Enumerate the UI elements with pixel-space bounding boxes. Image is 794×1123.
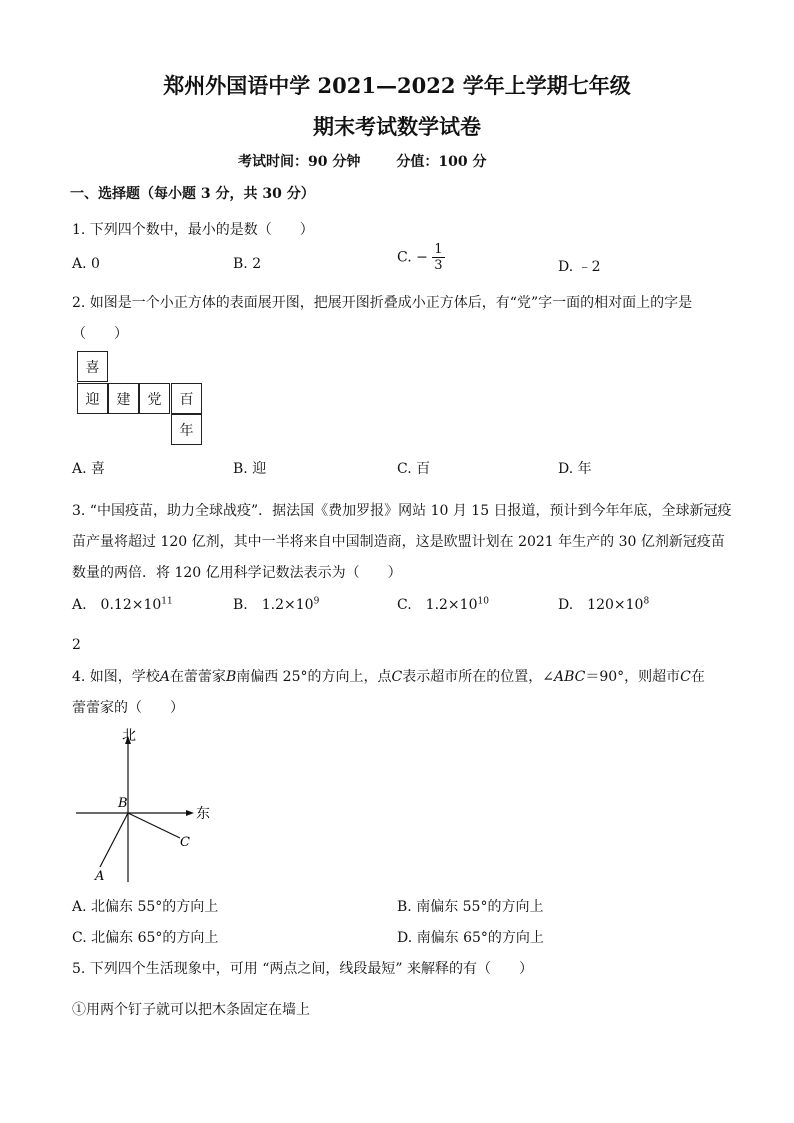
exam-meta bbox=[238, 151, 486, 171]
question-4-stem-line2: 蕾蕾家的（ ） bbox=[72, 700, 184, 716]
fraction-numerator: 1 bbox=[434, 242, 443, 257]
q4-angle-abc: ABC bbox=[553, 669, 586, 685]
q4-text-4: 表示超市所在的位置，∠ bbox=[402, 669, 554, 685]
q3-option-b-exponent: 9 bbox=[313, 596, 320, 607]
net-cell-bai: 百 bbox=[171, 383, 202, 414]
label-c: C bbox=[180, 835, 190, 850]
q4-point-c-2: C bbox=[680, 669, 691, 685]
exam-title-line2: 期末考试数学试卷 bbox=[313, 114, 481, 139]
q4-text-2: 在蕾蕾家 bbox=[169, 669, 226, 685]
q1-option-c bbox=[397, 243, 445, 272]
stray-number: 2 bbox=[72, 637, 81, 653]
question-3-stem-line3: 数量的两倍．将 120 亿用科学记数法表示为（ ） bbox=[72, 565, 402, 581]
q4-option-a: A. 北偏东 55°的方向上 bbox=[72, 899, 219, 915]
question-4-stem-line1 bbox=[72, 666, 705, 686]
q3-option-a-exponent: 11 bbox=[161, 596, 173, 607]
q3-option-a-base: A. 0.12×10 bbox=[72, 597, 162, 613]
q3-option-c bbox=[397, 594, 489, 614]
q2-option-b: B. 迎 bbox=[233, 461, 267, 477]
q2-option-c: C. 百 bbox=[397, 461, 431, 477]
q4-text-6: 在 bbox=[690, 669, 705, 685]
q4-text-3: 南偏西 25°的方向上，点 bbox=[236, 669, 392, 685]
q4-option-b: B. 南偏东 55°的方向上 bbox=[397, 899, 544, 915]
question-2-stem-line1: 2. 如图是一个小正方体的表面展开图，把展开图折叠成小正方体后，有“党”字一面的相对面上的字是 bbox=[72, 295, 693, 311]
q3-option-d-base: D. 120×10 bbox=[558, 597, 644, 613]
q3-option-d bbox=[558, 594, 649, 614]
label-east: 东 bbox=[196, 806, 210, 822]
question-1-stem: 1. 下列四个数中，最小的是数（ ） bbox=[72, 222, 314, 238]
q4-option-d: D. 南偏东 65°的方向上 bbox=[397, 930, 544, 946]
q4-point-b: B bbox=[225, 669, 237, 685]
q3-option-c-base: C. 1.2×10 bbox=[397, 597, 478, 613]
q4-text-5: ＝90°，则超市 bbox=[585, 669, 681, 685]
ray-ba bbox=[100, 813, 128, 867]
exam-time: 考试时间：90 分钟 bbox=[238, 154, 361, 170]
q3-option-a bbox=[72, 594, 173, 614]
net-cell-nian: 年 bbox=[171, 414, 202, 445]
net-cell-ying: 迎 bbox=[77, 383, 108, 414]
net-cell-dang: 党 bbox=[139, 383, 170, 414]
net-cell-xi: 喜 bbox=[77, 351, 108, 382]
ray-bc bbox=[128, 813, 180, 838]
q1-option-b: B. 2 bbox=[233, 256, 262, 272]
question-3-stem-line1: 3. “中国疫苗，助力全球战疫”．据法国《费加罗报》网站 10 月 15 日报道，预计到今年年底，全球新冠疫 bbox=[72, 503, 732, 519]
fraction-denominator: 3 bbox=[434, 258, 443, 273]
q2-option-d: D. 年 bbox=[558, 461, 592, 477]
q1-option-a: A. 0 bbox=[72, 256, 100, 272]
q4-point-a: A bbox=[159, 669, 170, 685]
q3-option-c-exponent: 10 bbox=[477, 596, 489, 607]
q1-option-c-fraction bbox=[432, 243, 444, 272]
label-b: B bbox=[118, 796, 128, 811]
q3-option-b-base: B. 1.2×10 bbox=[233, 597, 314, 613]
q1-option-c-prefix: C. − bbox=[397, 249, 428, 266]
section-title: 一、选择题（每小题 3 分，共 30 分） bbox=[70, 186, 315, 202]
question-2-stem-line2: （ ） bbox=[72, 326, 128, 342]
question-5-item-1: ①用两个钉子就可以把木条固定在墙上 bbox=[72, 1002, 310, 1018]
q2-option-a: A. 喜 bbox=[72, 461, 106, 477]
east-arrow-icon bbox=[186, 810, 194, 816]
q4-point-c: C bbox=[391, 669, 403, 685]
q4-text-1: 4. 如图，学校 bbox=[72, 669, 160, 685]
q1-option-d: D. ﹣2 bbox=[558, 259, 601, 275]
net-cell-jian: 建 bbox=[108, 383, 139, 414]
question-5-stem: 5. 下列四个生活现象中，可用 “两点之间，线段最短” 来解释的有（ ） bbox=[72, 961, 534, 977]
q4-option-c: C. 北偏东 65°的方向上 bbox=[72, 930, 219, 946]
q3-option-d-exponent: 8 bbox=[643, 596, 650, 607]
exam-score: 分值：100 分 bbox=[396, 154, 487, 170]
cube-net-figure bbox=[77, 351, 202, 447]
exam-title-line1: 郑州外国语中学 2021—2022 学年上学期七年级 bbox=[163, 73, 631, 98]
direction-figure bbox=[70, 722, 230, 884]
question-3-stem-line2: 苗产量将超过 120 亿剂，其中一半将来自中国制造商，这是欧盟计划在 2021 年生产的 30 亿剂新冠疫苗 bbox=[72, 534, 725, 550]
label-a: A bbox=[95, 869, 105, 884]
q3-option-b bbox=[233, 594, 319, 614]
label-north: 北 bbox=[122, 728, 136, 744]
